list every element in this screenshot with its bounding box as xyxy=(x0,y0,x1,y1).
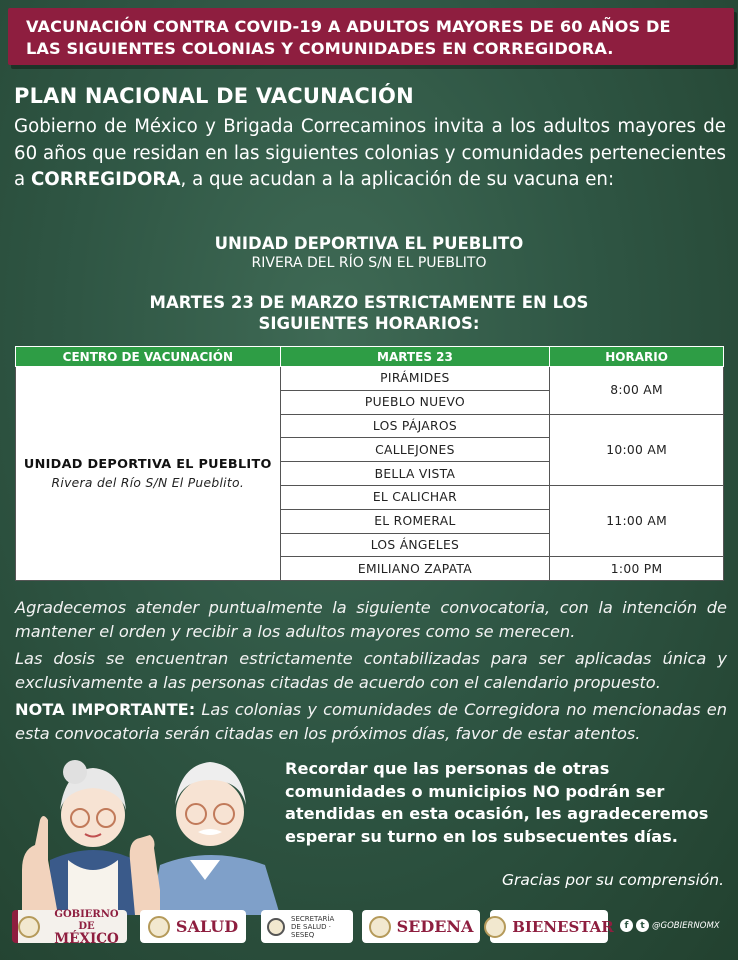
time-cell: 1:00 PM xyxy=(550,557,724,581)
header-banner xyxy=(8,8,734,65)
time-cell: 11:00 AM xyxy=(550,485,724,556)
twitter-icon: t xyxy=(636,919,649,932)
social-handle-group xyxy=(620,919,720,932)
social-handle: @GOBIERNOMX xyxy=(652,920,720,931)
logo-seseq-line-2: DE SALUD · SESEQ xyxy=(291,922,331,939)
colonia-cell: PIRÁMIDES xyxy=(280,367,550,391)
time-cell: 10:00 AM xyxy=(550,414,724,485)
header-center: CENTRO DE VACUNACIÓN xyxy=(16,347,281,367)
logo-gobierno-small: GOBIERNO DE xyxy=(54,908,119,932)
note-doses: Las dosis se encuentran estrictamente contabilizadas para ser aplicadas única y exclusivamente a las personas citadas de acuerdo con el calendario propuesto. xyxy=(15,649,727,692)
facebook-icon: f xyxy=(620,919,633,932)
schedule-date-line-1: MARTES 23 DE MARZO ESTRICTAMENTE EN LOS xyxy=(149,293,589,312)
colonia-cell: EL CALICHAR xyxy=(280,485,550,509)
logo-bienestar xyxy=(490,910,614,943)
venue-name: UNIDAD DEPORTIVA EL PUEBLITO xyxy=(214,234,524,253)
elderly-couple-illustration xyxy=(10,740,285,915)
intro-text-start: Gobierno de México y Brigada Correcaminos invita a los adultos mayores de 60 años que residan en las siguientes colonias y comunidades pertenecientes a xyxy=(14,116,726,190)
thanks-text: Gracias por su comprensión. xyxy=(502,871,724,889)
schedule-table xyxy=(15,346,724,581)
logo-sedena xyxy=(362,910,480,943)
time-cell: 8:00 AM xyxy=(550,367,724,415)
salud-seal-icon xyxy=(148,916,170,938)
colonia-cell: PUEBLO NUEVO xyxy=(280,390,550,414)
intro-paragraph xyxy=(14,114,726,194)
reminder-text: Recordar que las personas de otras comunidades o municipios NO podrán ser atendidas en esta ocasión, les agradeceremos esperar su turno en los subsecuentes días. xyxy=(285,759,709,846)
colonia-cell: LOS PÁJAROS xyxy=(280,414,550,438)
colonia-cell: EMILIANO ZAPATA xyxy=(280,557,550,581)
header-line-1: VACUNACIÓN CONTRA COVID-19 A ADULTOS MAYORES DE 60 AÑOS DE xyxy=(26,17,671,36)
colonia-cell: EL ROMERAL xyxy=(280,509,550,533)
header-line-2: LAS SIGUIENTES COLONIAS Y COMUNIDADES EN CORREGIDORA. xyxy=(26,39,614,58)
logo-gobierno-mexico xyxy=(12,908,127,947)
logo-salud-text: SALUD xyxy=(175,917,239,936)
colonia-cell: CALLEJONES xyxy=(280,438,550,462)
center-name: UNIDAD DEPORTIVA EL PUEBLITO xyxy=(23,457,272,473)
table-header-row xyxy=(16,347,724,367)
intro-text-end: , a que acudan a la aplicación de su vacuna en: xyxy=(180,169,615,190)
logo-seseq-line-1: SECRETARÍA xyxy=(291,914,335,923)
note-punctuality: Agradecemos atender puntualmente la siguiente convocatoria, con la intención de mantener el orden y recibir a los adultos mayores como se merecen. xyxy=(15,598,727,641)
footer-logos xyxy=(0,903,738,960)
mexico-seal-icon xyxy=(18,916,40,938)
logo-sedena-text: SEDENA xyxy=(396,917,474,936)
center-address: Rivera del Río S/N El Pueblito. xyxy=(51,476,245,491)
note-important-label: NOTA IMPORTANTE: xyxy=(15,700,196,719)
logo-gobierno-big: MÉXICO xyxy=(54,930,119,947)
colonia-cell: LOS ÁNGELES xyxy=(280,533,550,557)
table-row xyxy=(16,367,724,391)
sedena-seal-icon xyxy=(369,916,391,938)
logo-salud xyxy=(140,910,246,943)
intro-municipality: CORREGIDORA xyxy=(30,169,181,190)
queretaro-seal-icon xyxy=(267,918,285,936)
header-day: MARTES 23 xyxy=(280,347,550,367)
colonia-cell: BELLA VISTA xyxy=(280,462,550,486)
schedule-date xyxy=(0,292,738,334)
logo-seseq xyxy=(261,910,353,943)
note-important xyxy=(15,698,727,745)
bienestar-seal-icon xyxy=(484,916,506,938)
venue-address: RIVERA DEL RÍO S/N EL PUEBLITO xyxy=(251,255,487,271)
logo-bienestar-text: BIENESTAR xyxy=(512,917,614,936)
plan-title: PLAN NACIONAL DE VACUNACIÓN xyxy=(14,84,414,108)
schedule-date-line-2: SIGUIENTES HORARIOS: xyxy=(258,314,480,333)
note-important-text: Las colonias y comunidades de Corregidora no mencionadas en esta convocatoria serán citadas en los próximos días, favor de estar atentos. xyxy=(15,700,728,743)
header-time: HORARIO xyxy=(550,347,724,367)
center-cell xyxy=(16,367,281,581)
